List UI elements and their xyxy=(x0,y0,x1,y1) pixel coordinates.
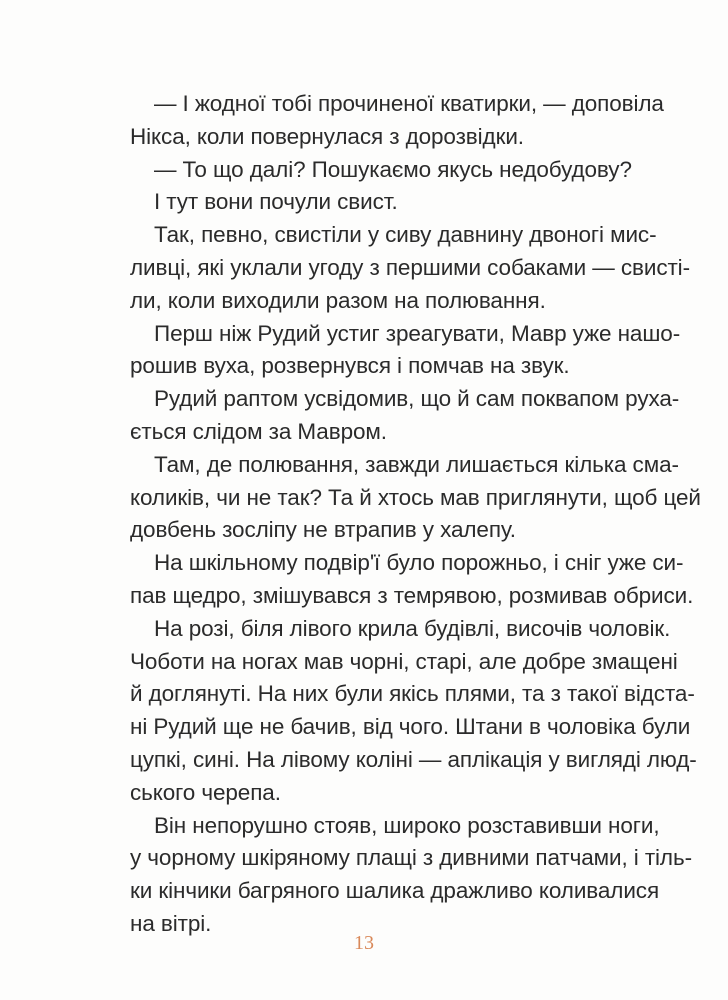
text-line: — То що далі? Пошукаємо якусь недобудову? xyxy=(154,156,632,182)
text-line: Він непорушно стояв, широко розставивши ноги, xyxy=(154,812,660,838)
text-line: На шкільному подвір'ї було порожньо, і сніг уже си- xyxy=(154,550,684,576)
text-line: цупкі, сині. На лівому коліні — аплікація у вигляді люд- xyxy=(130,746,697,772)
page-number: 13 xyxy=(354,932,374,954)
page-body-text xyxy=(130,88,701,941)
text-line: Там, де полювання, завжди лишається кілька сма- xyxy=(154,451,679,477)
text-line: пав щедро, змішувався з темрявою, розмивав обриси. xyxy=(130,582,694,608)
text-line: Чоботи на ногах мав чорні, старі, але добре змащені xyxy=(130,648,678,674)
text-line: довбень зосліпу не втрапив у халепу. xyxy=(130,517,516,543)
text-line: коликів, чи не так? Та й хтось мав приглянути, щоб цей xyxy=(130,484,701,510)
text-line: Так, певно, свистіли у сиву давнину двоногі мис- xyxy=(154,222,657,248)
text-line: й доглянуті. На них були якісь плями, та з такої відста- xyxy=(130,681,695,707)
text-line: у чорному шкіряному плащі з дивними патчами, і тіль- xyxy=(130,845,692,871)
text-line: ли, коли виходили разом на полювання. xyxy=(130,287,546,313)
text-line: Рудий раптом усвідомив, що й сам поквапом руха- xyxy=(154,386,680,412)
text-line: ється слідом за Мавром. xyxy=(130,418,387,444)
text-line: ні Рудий ще не бачив, від чого. Штани в чоловіка були xyxy=(130,714,691,740)
text-line: ливці, які уклали угоду з першими собаками — свисті- xyxy=(130,254,690,280)
text-line: ки кінчики багряного шалика дражливо коливалися xyxy=(130,878,660,904)
text-line: І тут вони почули свист. xyxy=(154,189,398,215)
text-line: — І жодної тобі прочиненої кватирки, — доповіла xyxy=(154,91,664,116)
text-line: ського черепа. xyxy=(130,779,281,805)
text-line: Нікса, коли повернулася з дорозвідки. xyxy=(130,123,524,149)
text-line: На розі, біля лівого крила будівлі, височів чоловік. xyxy=(154,615,671,641)
text-line: Перш ніж Рудий устиг зреагувати, Мавр уже нашо- xyxy=(154,320,681,346)
text-line: рошив вуха, розвернувся і помчав на звук. xyxy=(130,353,570,379)
text-line: на вітрі. xyxy=(130,910,212,936)
